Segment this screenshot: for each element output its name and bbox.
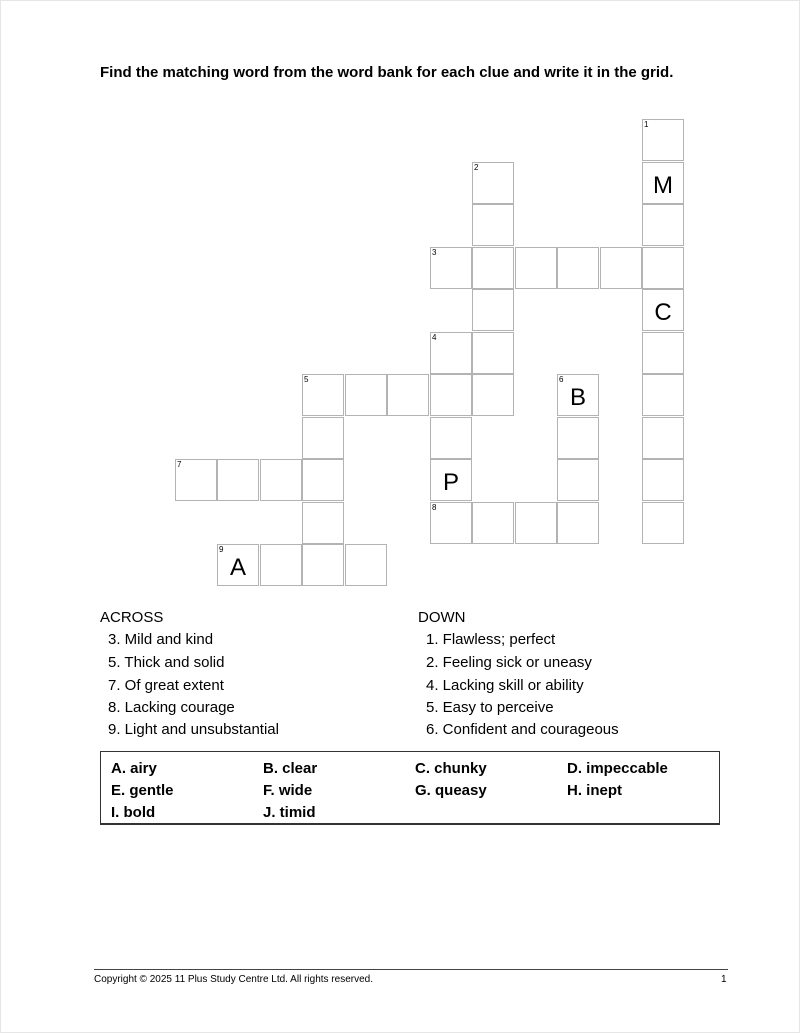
crossword-cell[interactable] (557, 374, 599, 416)
down-clue-4: 4. Lacking skill or ability (426, 677, 584, 694)
crossword-cell[interactable] (472, 247, 514, 289)
crossword-cell[interactable] (642, 162, 684, 204)
crossword-cell[interactable] (345, 544, 387, 586)
crossword-cell[interactable] (642, 289, 684, 331)
footer-copyright: Copyright © 2025 11 Plus Study Centre Ltd. All rights reserved. (94, 974, 373, 985)
clue-number: 3 (432, 248, 437, 257)
crossword-cell[interactable] (642, 502, 684, 544)
crossword-cell[interactable] (642, 119, 684, 161)
word-bank (100, 751, 720, 825)
down-clue-6: 6. Confident and courageous (426, 721, 619, 738)
crossword-cell[interactable] (302, 544, 344, 586)
crossword-cell[interactable] (217, 459, 259, 501)
word-bank-item: C. chunky (415, 760, 487, 777)
crossword-cell[interactable] (642, 459, 684, 501)
word-bank-item: F. wide (263, 782, 313, 799)
crossword-cell[interactable] (430, 374, 472, 416)
across-clue-7: 7. Of great extent (108, 677, 224, 694)
down-clue-1: 1. Flawless; perfect (426, 631, 556, 648)
crossword-cell[interactable] (557, 247, 599, 289)
crossword-cell[interactable] (642, 417, 684, 459)
crossword-cell[interactable] (302, 417, 344, 459)
crossword-cell[interactable] (642, 204, 684, 246)
crossword-cell[interactable] (600, 247, 642, 289)
crossword-cell[interactable] (472, 374, 514, 416)
crossword-cell[interactable] (472, 289, 514, 331)
crossword-cell[interactable] (302, 502, 344, 544)
footer-page-number: 1 (721, 974, 727, 985)
crossword-cell[interactable] (472, 162, 514, 204)
instruction-text: Find the matching word from the word bank for each clue and write it in the grid. (100, 64, 674, 81)
crossword-cell[interactable] (302, 459, 344, 501)
given-letter: M (653, 172, 673, 199)
across-clue-8: 8. Lacking courage (108, 699, 235, 716)
word-bank-item: E. gentle (111, 782, 174, 799)
word-bank-item: I. bold (111, 804, 156, 821)
clue-number: 1 (644, 120, 649, 129)
word-bank-item: H. inept (567, 782, 622, 799)
crossword-cell[interactable] (557, 502, 599, 544)
clue-number: 5 (304, 375, 309, 384)
clue-number: 8 (432, 503, 437, 512)
across-heading: ACROSS (100, 609, 164, 626)
crossword-cell[interactable] (302, 374, 344, 416)
word-bank-item: A. airy (111, 760, 157, 777)
clue-number: 2 (474, 163, 479, 172)
crossword-cell[interactable] (430, 247, 472, 289)
given-letter: A (229, 554, 246, 581)
down-heading: DOWN (418, 609, 466, 626)
crossword-cell[interactable] (557, 459, 599, 501)
crossword-cell[interactable] (515, 247, 557, 289)
down-clue-2: 2. Feeling sick or uneasy (426, 654, 592, 671)
crossword-cell[interactable] (472, 502, 514, 544)
crossword-cell[interactable] (345, 374, 387, 416)
down-clue-5: 5. Easy to perceive (426, 699, 554, 716)
across-clue-3: 3. Mild and kind (108, 631, 214, 648)
crossword-cell[interactable] (430, 459, 472, 501)
crossword-cell[interactable] (515, 502, 557, 544)
clue-number: 6 (559, 375, 564, 384)
crossword-cell[interactable] (175, 459, 217, 501)
crossword-cell[interactable] (642, 374, 684, 416)
word-bank-item: B. clear (263, 760, 318, 777)
crossword-cell[interactable] (472, 332, 514, 374)
clue-number: 4 (432, 333, 437, 342)
given-letter: C (654, 299, 672, 326)
crossword-cell[interactable] (260, 544, 302, 586)
crossword-cell[interactable] (217, 544, 259, 586)
clue-number: 7 (177, 460, 182, 469)
crossword-cell[interactable] (430, 502, 472, 544)
given-letter: P (442, 469, 459, 496)
given-letter: B (569, 384, 586, 411)
across-clue-5: 5. Thick and solid (108, 654, 225, 671)
crossword-cell[interactable] (387, 374, 429, 416)
crossword-cell[interactable] (642, 247, 684, 289)
word-bank-item: J. timid (263, 804, 316, 821)
across-clue-9: 9. Light and unsubstantial (108, 721, 279, 738)
crossword-cell[interactable] (557, 417, 599, 459)
clue-number: 9 (219, 545, 224, 554)
crossword-cell[interactable] (430, 417, 472, 459)
word-bank-item: G. queasy (415, 782, 487, 799)
crossword-cell[interactable] (260, 459, 302, 501)
crossword-cell[interactable] (472, 204, 514, 246)
crossword-cell[interactable] (430, 332, 472, 374)
word-bank-item: D. impeccable (567, 760, 668, 777)
footer-divider (94, 969, 728, 970)
crossword-cell[interactable] (642, 332, 684, 374)
